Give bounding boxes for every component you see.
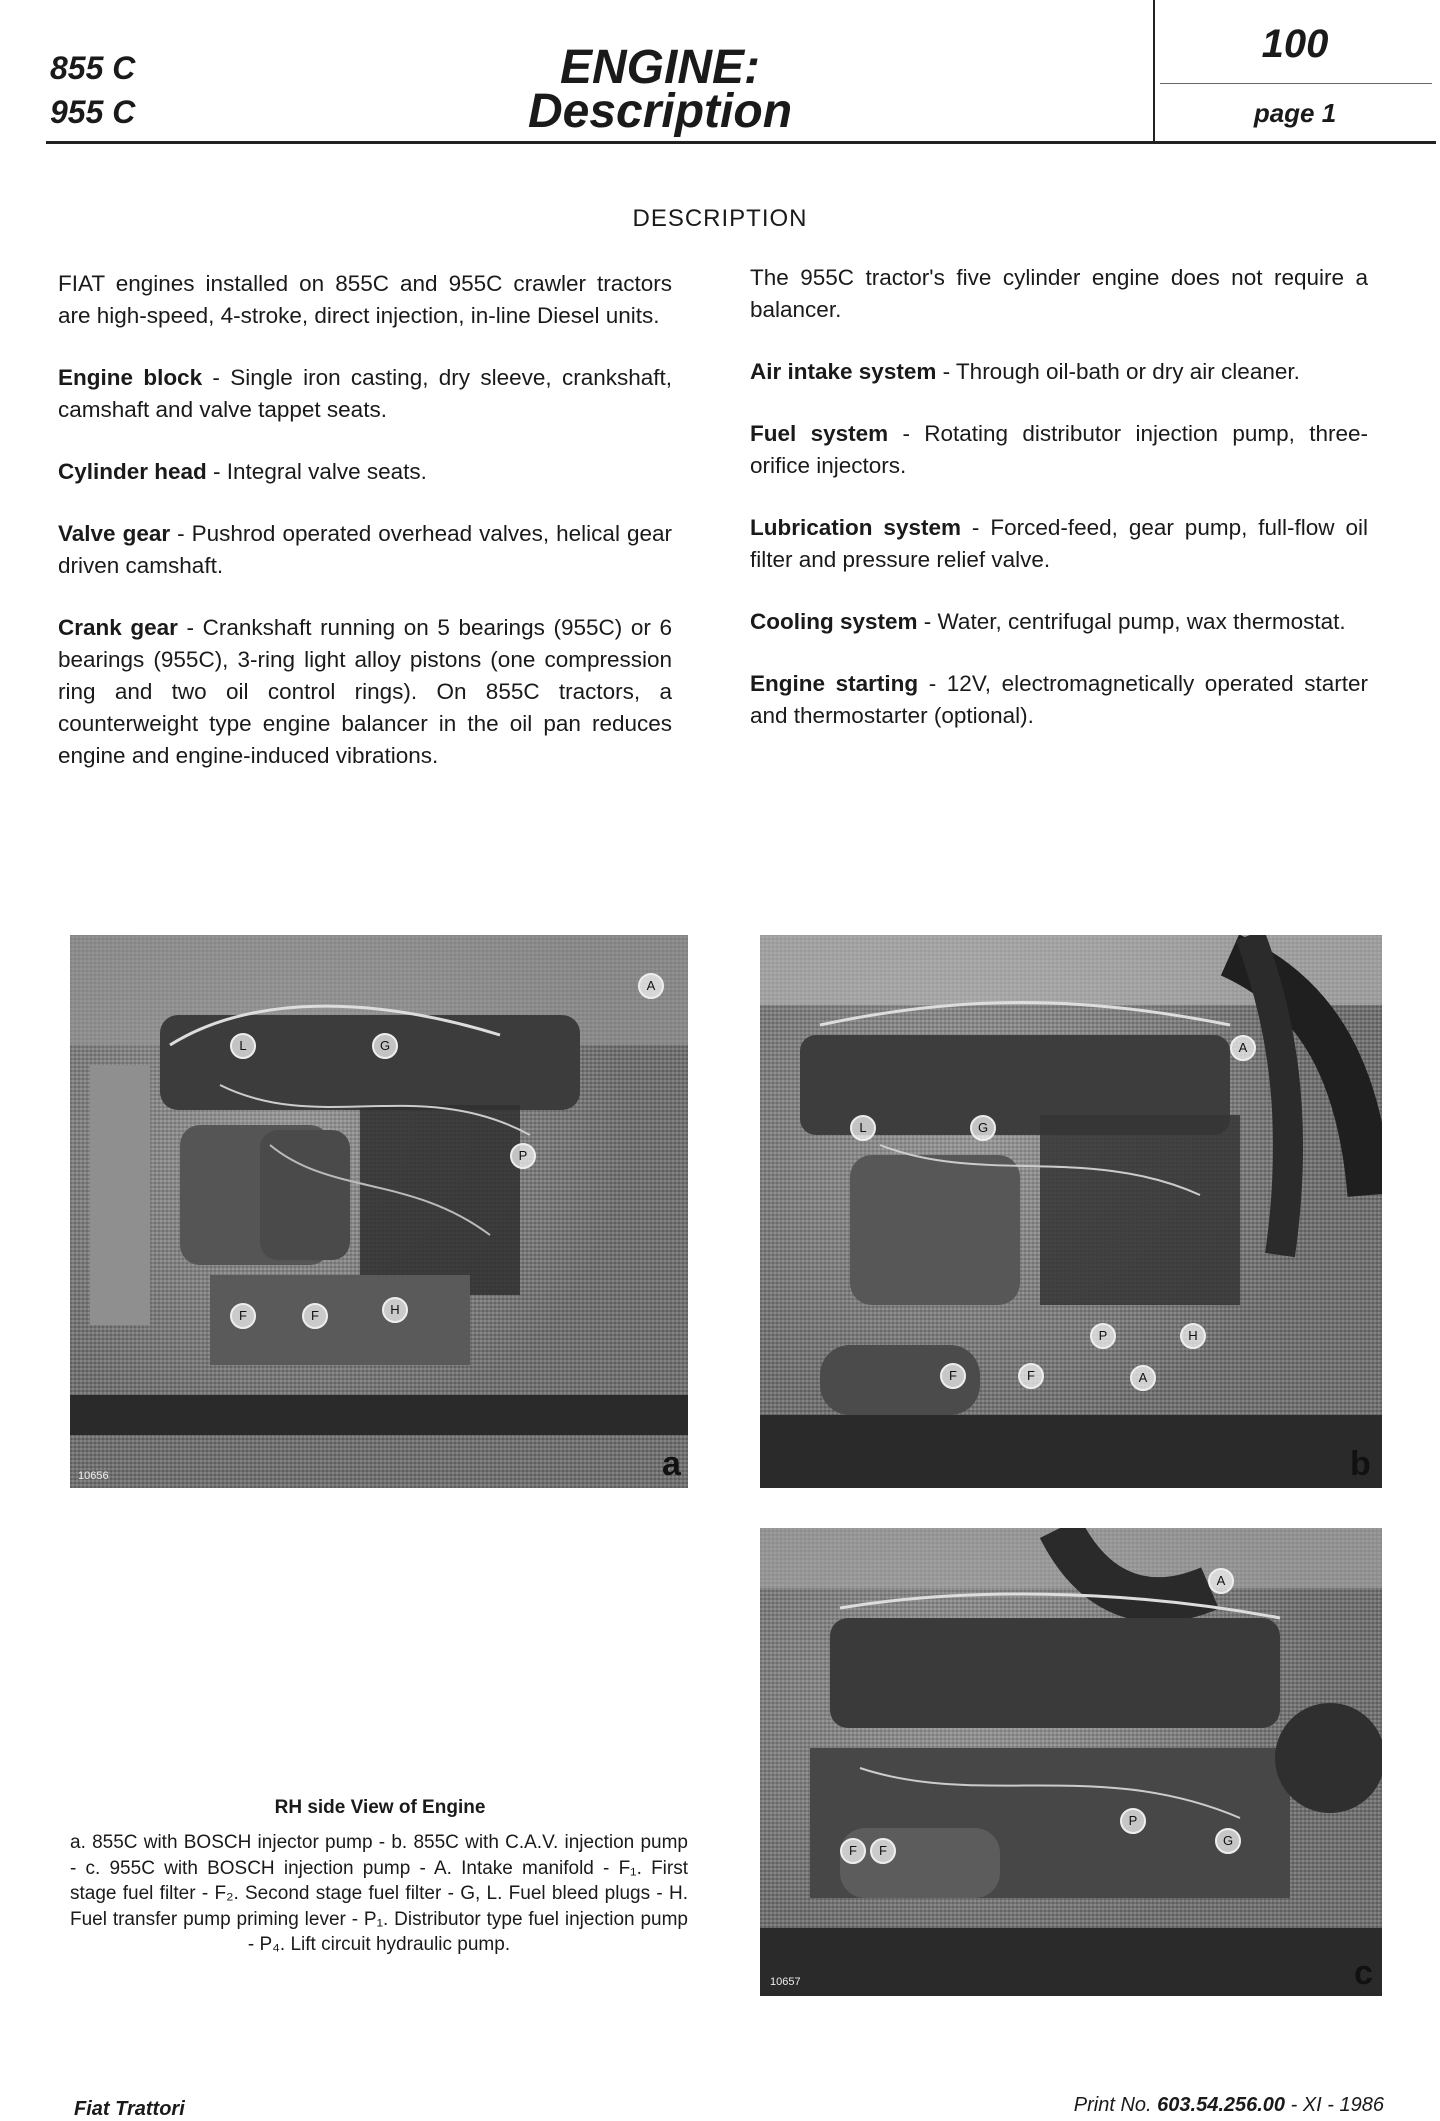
balancer-note: The 955C tractor's five cylinder engine does not require a balancer.	[750, 265, 1368, 322]
spec-text: - Forced-feed, gear pump, full-flow oil filter and pressure relief valve.	[750, 515, 1368, 572]
spec-term: Cooling system	[750, 609, 918, 634]
spec-text: - 12V, electromagnetically operated starter and thermostarter (optional).	[750, 671, 1368, 728]
photo-label-a: a	[662, 1445, 681, 1483]
engine-photo-a-drawing	[70, 935, 688, 1488]
spec-term: Engine block	[58, 365, 203, 390]
spec-text: - Crankshaft running on 5 bearings (955C) or 6 bearings (955C), 3-ring light alloy pistons (one compression ring and two oil control rings). On 855C tractors, a counterweight type engine balancer in the oil pan reduces engine and engine-induced vibrations.	[58, 615, 672, 768]
photo-marker-A2: A	[1130, 1365, 1156, 1391]
spec-text: - Pushrod operated overhead valves, helical gear driven camshaft.	[58, 521, 672, 578]
print-date: - XI - 1986	[1285, 2094, 1384, 2116]
spec-term: Valve gear	[58, 521, 171, 546]
spec-lubrication	[750, 512, 1368, 576]
spec-crank-gear	[58, 612, 672, 772]
photo-code: 10656	[78, 1470, 109, 1482]
page-subtitle: Description	[527, 85, 793, 138]
photo-code: 10657	[770, 1976, 801, 1988]
spec-engine-starting	[750, 668, 1368, 732]
spec-term: Air intake system	[750, 359, 937, 384]
photo-marker-P1: P	[1120, 1808, 1146, 1834]
engine-photo-b-drawing	[760, 935, 1382, 1488]
header-divider-vertical	[1153, 0, 1155, 143]
spec-text: - Rotating distributor injection pump, three-orifice injectors.	[750, 421, 1368, 478]
photo-marker-F2: F	[302, 1303, 328, 1329]
page-number: page 1	[1253, 98, 1337, 128]
photo-marker-G: G	[970, 1115, 996, 1141]
spec-fuel-system	[750, 418, 1368, 482]
spec-text: - Single iron casting, dry sleeve, crankshaft, camshaft and valve tappet seats.	[58, 365, 672, 422]
engine-photo-c-drawing	[760, 1528, 1382, 1996]
model-855c: 855 C	[50, 50, 136, 86]
header-rule	[46, 141, 1436, 144]
spec-term: Crank gear	[58, 615, 178, 640]
photo-label-b: b	[1350, 1445, 1371, 1483]
print-number: 603.54.256.00	[1157, 2094, 1286, 2116]
photo-marker-H: H	[382, 1297, 408, 1323]
footer-print-number	[1000, 2094, 1384, 2117]
footer-publisher: Fiat Trattori	[74, 2098, 185, 2120]
spec-air-intake	[750, 356, 1368, 388]
photo-label-c: c	[1354, 1954, 1373, 1992]
engine-photo-c	[760, 1528, 1382, 1996]
photo-marker-A: A	[1208, 1568, 1234, 1594]
intro-paragraph: FIAT engines installed on 855C and 955C crawler tractors are high-speed, 4-stroke, direct injection, in-line Diesel units.	[58, 271, 672, 328]
right-text-column	[750, 262, 1368, 762]
section-heading: DESCRIPTION	[632, 205, 808, 232]
photo-marker-A: A	[1230, 1035, 1256, 1061]
spec-term: Fuel system	[750, 421, 889, 446]
spec-term: Cylinder head	[58, 459, 207, 484]
photo-marker-P1: P	[1090, 1323, 1116, 1349]
spec-valve-gear	[58, 518, 672, 582]
photo-marker-F1: F	[840, 1838, 866, 1864]
photo-marker-L: L	[850, 1115, 876, 1141]
photo-marker-L: L	[230, 1033, 256, 1059]
print-prefix: Print No.	[1073, 2094, 1158, 2116]
photo-marker-F1: F	[230, 1303, 256, 1329]
spec-text: - Water, centrifugal pump, wax thermostat.	[917, 609, 1346, 634]
photo-marker-P: P	[510, 1143, 536, 1169]
spec-cooling	[750, 606, 1368, 638]
photo-marker-F1: F	[940, 1363, 966, 1389]
spec-term: Lubrication system	[750, 515, 961, 540]
engine-photo-a	[70, 935, 688, 1488]
figure-caption-title: RH side View of Engine	[274, 1797, 486, 1818]
photo-marker-F2: F	[1018, 1363, 1044, 1389]
page-title: ENGINE:	[559, 41, 760, 94]
spec-cylinder-head	[58, 456, 672, 488]
header-divider-small	[1160, 83, 1432, 84]
photo-marker-F2: F	[870, 1838, 896, 1864]
photo-marker-G: G	[1215, 1828, 1241, 1854]
spec-engine-block	[58, 362, 672, 426]
photo-marker-H: H	[1180, 1323, 1206, 1349]
section-number: 100	[1261, 22, 1329, 66]
left-text-column	[58, 268, 672, 802]
engine-photo-b	[760, 935, 1382, 1488]
spec-text: - Through oil-bath or dry air cleaner.	[936, 359, 1300, 384]
spec-text: - Integral valve seats.	[206, 459, 427, 484]
figure-caption-text: a. 855C with BOSCH injector pump - b. 855C with C.A.V. injection pump - c. 955C with BOSCH injection pump - A. Intake manifold - F₁. First stage fuel filter - F₂. Second stage fuel filter - G, L. Fuel bleed plugs - H. Fuel transfer pump priming lever - P₁. Distributor type fuel injection pump - P₄. Lift circuit hydraulic pump.	[70, 1832, 688, 1955]
model-955c: 955 C	[50, 94, 136, 130]
photo-marker-G: G	[372, 1033, 398, 1059]
photo-marker-A: A	[638, 973, 664, 999]
spec-term: Engine starting	[750, 671, 919, 696]
